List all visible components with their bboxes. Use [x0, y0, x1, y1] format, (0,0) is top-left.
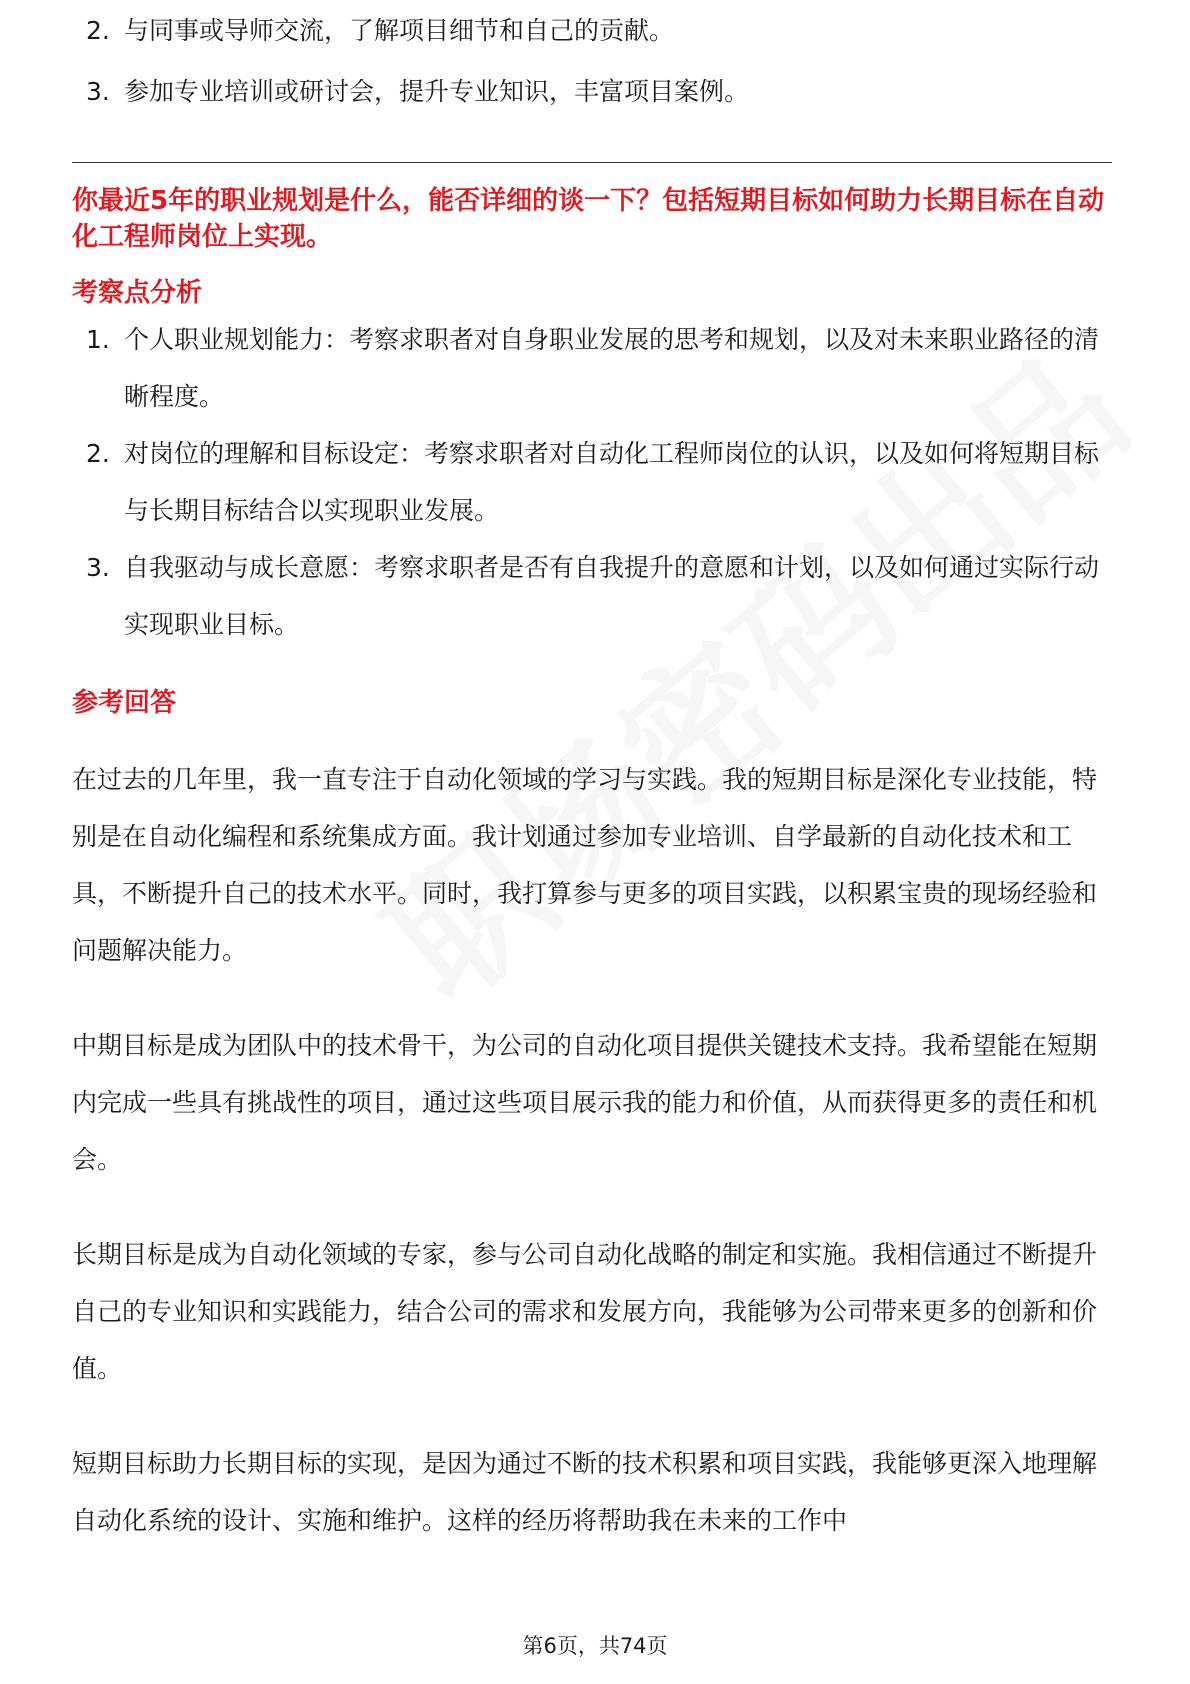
- continued-list: [72, 0, 1112, 122]
- answer-paragraph: 中期目标是成为团队中的技术骨干，为公司的自动化项目提供关键技术支持。我希望能在短期内完成一些具有挑战性的项目，通过这些项目展示我的能力和价值，从而获得更多的责任和机会。: [72, 1031, 1098, 1174]
- answer-paragraph: 在过去的几年里，我一直专注于自动化领域的学习与实践。我的短期目标是深化专业技能，特别是在自动化编程和系统集成方面。我计划通过参加专业培训、自学最新的自动化技术和工具，不断提升自己的技术水平。同时，我打算参与更多的项目实践，以积累宝贵的现场经验和问题解决能力。: [72, 765, 1098, 965]
- list-text: 与同事或导师交流，了解项目细节和自己的贡献。: [124, 16, 675, 45]
- answer-paragraph: 长期目标是成为自动化领域的专家，参与公司自动化战略的制定和实施。我相信通过不断提升自己的专业知识和实践能力，结合公司的需求和发展方向，我能够为公司带来更多的创新和价值。: [72, 1240, 1098, 1383]
- list-item: [72, 425, 1112, 539]
- list-text: 个人职业规划能力：考察求职者对自身职业发展的思考和规划，以及对未来职业路径的清晰程度。: [124, 325, 1100, 411]
- answer-paragraph: 短期目标助力长期目标的实现，是因为通过不断的技术积累和项目实践，我能够更深入地理解自动化系统的设计、实施和维护。这样的经历将帮助我在未来的工作中: [72, 1449, 1098, 1535]
- list-number: 3.: [86, 553, 110, 582]
- list-number: 2.: [86, 439, 110, 468]
- list-text: 自我驱动与成长意愿：考察求职者是否有自我提升的意愿和计划，以及如何通过实际行动实现职业目标。: [124, 553, 1100, 639]
- answer-heading: 参考回答: [72, 688, 177, 718]
- list-item: [72, 61, 1112, 122]
- analysis-list: [72, 311, 1112, 653]
- document-page: [72, 0, 1112, 1549]
- list-text: 对岗位的理解和目标设定：考察求职者对自动化工程师岗位的认识，以及如何将短期目标与长期目标结合以实现职业发展。: [124, 439, 1100, 525]
- list-number: 2.: [86, 16, 110, 45]
- page-footer: 第6页，共74页: [522, 1634, 668, 1658]
- list-item: [72, 0, 1112, 61]
- list-item: [72, 311, 1112, 425]
- interview-question: 你最近5年的职业规划是什么，能否详细的谈一下？包括短期目标如何助力长期目标在自动化工程师岗位上实现。: [72, 186, 1105, 252]
- section-divider: [72, 162, 1112, 163]
- list-text: 参加专业培训或研讨会，提升专业知识，丰富项目案例。: [124, 77, 750, 106]
- list-number: 1.: [86, 325, 110, 354]
- list-item: [72, 539, 1112, 653]
- analysis-heading: 考察点分析: [72, 278, 203, 308]
- list-number: 3.: [86, 77, 110, 106]
